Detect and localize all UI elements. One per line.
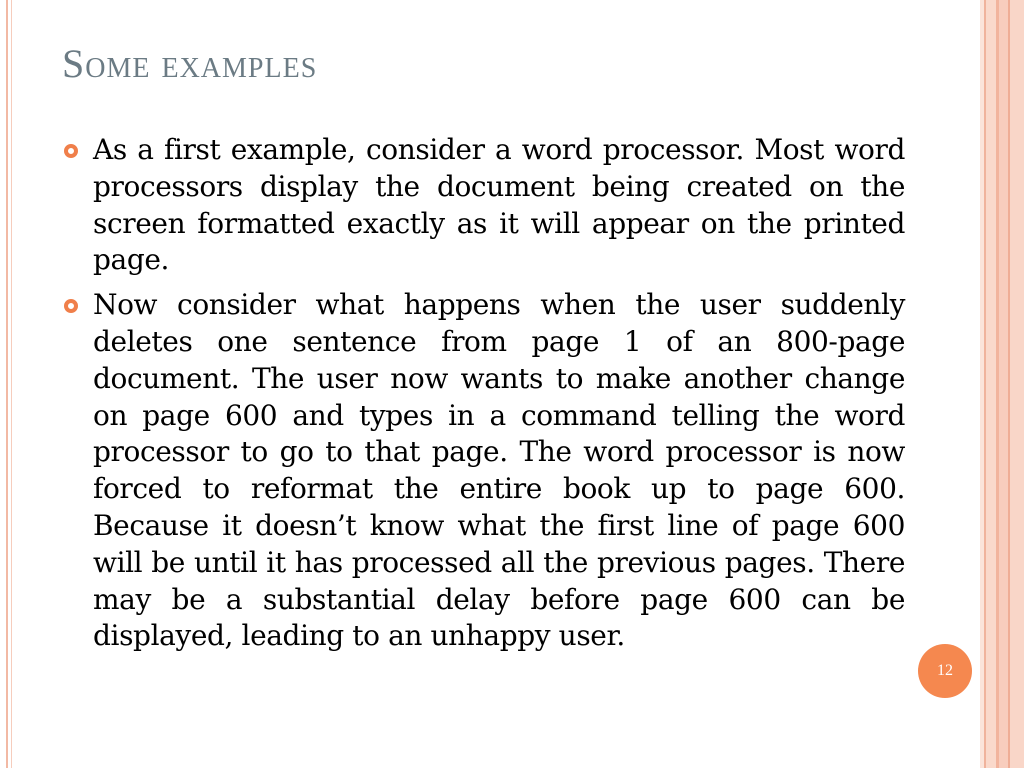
slide-body <box>62 132 905 663</box>
bullet-item <box>62 287 905 655</box>
bullet-text: As a first example, consider a word processor. Most word processors display the document being created on the screen formatted exactly as it will appear on the printed page. <box>93 133 905 277</box>
circle-bullet-icon <box>64 144 78 158</box>
slide-title: Some examples <box>62 41 318 86</box>
stripe <box>999 0 1008 768</box>
left-border-line <box>6 0 8 768</box>
circle-bullet-icon <box>64 299 78 313</box>
left-border-line-inner <box>11 0 12 768</box>
stripe <box>1010 0 1024 768</box>
right-decorative-stripes <box>980 0 1024 768</box>
stripe <box>986 0 996 768</box>
bullet-item <box>62 132 905 279</box>
bullet-text: Now consider what happens when the user suddenly deletes one sentence from page 1 of an 800-page document. The user now wants to make another change on page 600 and types in a command telling the word processor to go to that page. The word processor is now forced to reformat the entire book up to page 600. Because it doesn’t know what the first line of page 600 will be until it has processed all the previous pages. There may be a substantial delay before page 600 can be displayed, leading to an unhappy user. <box>93 288 905 653</box>
page-number-badge <box>918 644 972 698</box>
page-number: 12 <box>937 662 953 679</box>
